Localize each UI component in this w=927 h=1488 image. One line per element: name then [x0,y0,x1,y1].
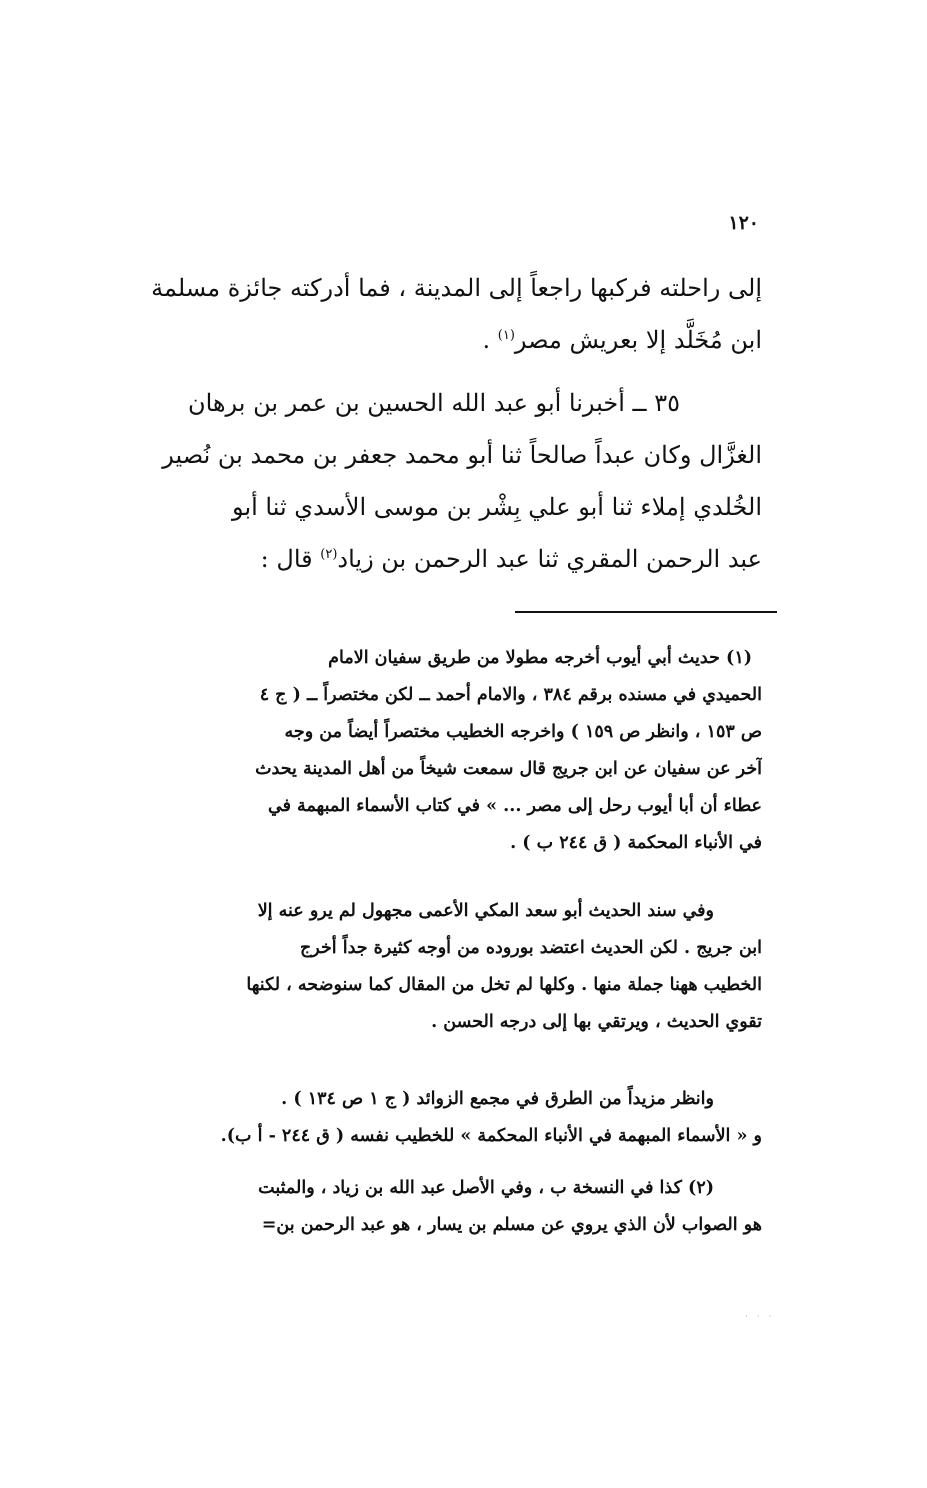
footnote-1-line-5: عطاء أن أبا أيوب رحل إلى مصر ... » في كتاب الأسماء المبهمة في [268,796,762,816]
footnote-1-para-2 [130,893,762,1041]
page-number: ١٢٠ [728,212,759,234]
footnote-1-para-2-line-1: وفي سند الحديث أبو سعد المكي الأعمى مجهول لم يرو عنه إلا [257,901,714,921]
footnote-1-line-4: آخر عن سفيان عن ابن جريج قال سمعت شيخاً من أهل المدينة يحدث [255,759,762,779]
narration-line-1: ٣٥ ــ أخبرنا أبو عبد الله الحسين بن عمر بن برهان [187,389,680,417]
footnote-1-line-1: (١) حديث أبي أيوب أخرجه مطولا من طريق سفيان الامام [328,648,752,668]
footnote-ref-1: (١) [497,328,515,343]
intro-line-2-text: ابن مُخَلَّد إلا بعريش مصر [514,326,762,354]
intro-line-2 [130,314,762,366]
narration-line-4 [130,533,762,585]
scan-specks: · · · [745,1312,775,1322]
narration-paragraph [130,377,762,585]
footnote-1-para-2-line-2: ابن جريج . لكن الحديث اعتضد بوروده من أوجه كثيرة جداً أخرج [300,938,762,958]
footnote-1-line-2: الحميدي في مسنده برقم ٣٨٤ ، والامام أحمد ــ لكن مختصراً ــ ( ج ٤ [259,685,762,705]
footnote-1-line-6: في الأنباء المحكمة ( ق ٢٤٤ ب ) . [510,833,762,853]
narration-line-4-text: عبد الرحمن المقري ثنا عبد الرحمن بن زياد [337,545,762,573]
narration-line-2: الغزَّال وكان عبداً صالحاً ثنا أبو محمد جعفر بن محمد بن نُصير [162,441,762,469]
narration-line-4-tail: قال : [260,545,321,573]
footnote-ref-2: (٢) [320,547,338,562]
footnote-separator [515,611,777,613]
footnote-1 [130,640,762,862]
footnote-1-para-3 [130,1081,762,1155]
footnote-1-para-2-line-3: الخطيب ههنا جملة منها . وكلها لم تخل من المقال كما سنوضحه ، لكنها [246,975,762,995]
footnote-1-para-2-line-4: تقوي الحديث ، ويرتقي بها إلى درجه الحسن . [431,1012,762,1032]
footnote-1-para-3-line-1: وانظر مزيداً من الطرق في مجمع الزوائد ( ج ١ ص ١٣٤ ) . [281,1089,714,1109]
intro-line-2-tail: . [482,326,498,354]
footnote-2 [130,1170,762,1244]
footnote-1-line-3: ص ١٥٣ ، وانظر ص ١٥٩ ) واخرجه الخطيب مختصراً أيضاً من وجه [284,722,762,742]
intro-line-1: إلى راحلته فركبها راجعاً إلى المدينة ، فما أدركته جائزة مسلمة [151,274,762,302]
intro-paragraph [130,262,762,366]
narration-line-3: الخُلدي إملاء ثنا أبو علي بِشْر بن موسى الأسدي ثنا أبو [232,493,762,521]
footnote-2-line-2: هو الصواب لأن الذي يروي عن مسلم بن يسار ، هو عبد الرحمن بن= [261,1215,762,1235]
footnote-1-para-3-line-2: و « الأسماء المبهمة في الأنباء المحكمة » للخطيب نفسه ( ق ٢٤٤ - أ ب). [220,1126,762,1146]
footnote-2-line-1: (٢) كذا في النسخة ب ، وفي الأصل عبد الله بن زياد ، والمثبت [258,1178,714,1198]
